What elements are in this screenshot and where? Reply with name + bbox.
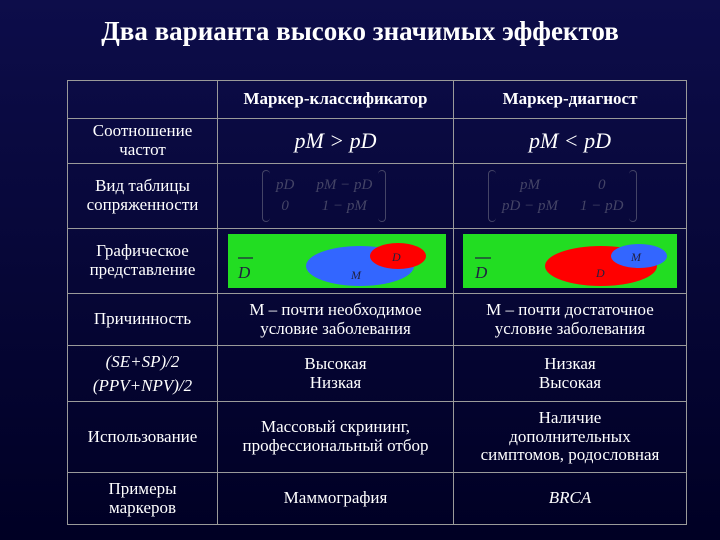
venn-diagram-diagnostic [463,234,677,288]
metric-label-se-sp: (SE+SP)/2 [105,351,180,371]
bracket-left [262,170,270,222]
metric-label-ppv-npv: (PPV+NPV)/2 [92,375,193,395]
example-classifier: Маммография [283,488,388,508]
venn-label-big: M [351,268,361,282]
matrix-cell: pD − pM [502,198,558,214]
matrix-cell: pM − pD [316,177,373,193]
contingency-matrix-diagnostic [488,170,637,222]
example-diagnostic: BRCA [548,488,592,508]
matrix-cell: 0 [597,177,606,193]
matrix-cell: pD [276,177,295,193]
causality-diagnostic: М – почти достаточное условие заболевания [486,299,654,338]
row-label-examples: Примеры маркеров [108,478,177,517]
usage-classifier: Массовый скрининг, профессиональный отбор [242,417,429,455]
matrix-cell: 1 − pM [321,198,367,214]
bracket-right [378,170,386,222]
usage-diagnostic: Наличие дополнительных симптомов, родословная [480,407,660,465]
slide-title: Два варианта высоко значимых эффектов [101,16,619,46]
header-classifier: Маркер-классификатор [243,89,428,109]
causality-classifier: М – почти необходимое условие заболевания [249,299,422,338]
row-label-usage: Использование [87,426,198,446]
matrix-cell: pM [519,177,540,193]
frequency-diagnostic: pM < pD [528,127,612,153]
venn-label-small: D [392,250,401,264]
row-label-metrics [68,346,217,401]
row-label-frequency: Соотношение частот [92,121,193,159]
venn-label-big: D [596,266,605,280]
venn-label-small: M [631,250,641,264]
row-label-graphic: Графическое представление [89,241,196,279]
venn-label-outer: D [238,263,251,282]
metrics-classifier: Высокая Низкая [304,353,367,392]
metrics-diagnostic: Низкая Высокая [538,353,602,392]
row-label-causality: Причинность [93,309,192,329]
row-label-contingency: Вид таблицы сопряженности [86,176,199,214]
frequency-classifier: pM > pD [294,127,377,153]
venn-diagram-classifier [228,234,446,288]
bracket-left [488,170,496,222]
header-diagnostic: Маркер-диагност [502,89,638,109]
matrix-cell: 1 − pD [579,198,624,214]
matrix-cell: 0 [281,198,289,214]
contingency-matrix-classifier [262,170,386,222]
grid-bottom-line [67,524,687,525]
venn-label-outer: D [475,263,488,282]
grid-col-line [686,80,687,524]
bracket-right [629,170,637,222]
